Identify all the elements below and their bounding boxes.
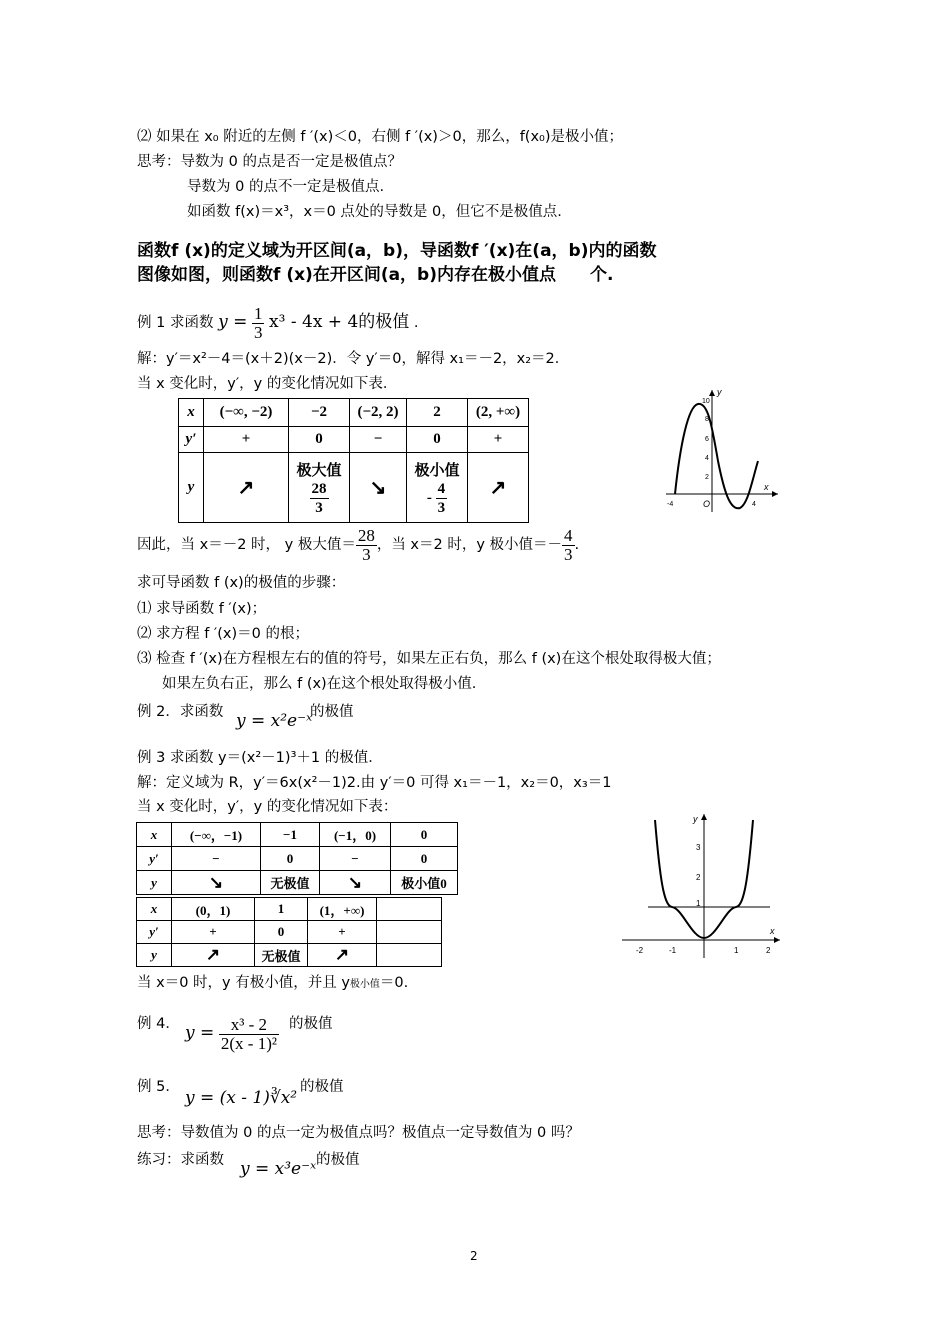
think-question: 思考：导数为 0 的点是否一定是极值点？ <box>137 154 402 170</box>
example-3-table-2 <box>136 897 442 967</box>
table-cell: x <box>179 399 204 427</box>
graph-tick: 10 <box>702 398 710 405</box>
subscript-min: 极小值 <box>349 979 380 990</box>
table-cell: x <box>137 898 172 921</box>
example-3-conclusion: 当 x＝0 时，y 有极小值，并且 y极小值＝0. <box>137 975 409 991</box>
example-3-table-1 <box>136 822 458 895</box>
think-answer-1: 导数为 0 的点不一定是极值点. <box>187 179 385 195</box>
bold-question-line1: 函数f (x)的定义域为开区间(a，b)，导函数f ′(x)在(a，b)内的函数 <box>137 241 657 261</box>
table-cell: (−∞，−1) <box>172 823 261 847</box>
example-2-tail: 的极值 <box>310 704 354 720</box>
example-1-fraction: $\frac{1}{3}$ <box>253 303 263 342</box>
condition-2-text: ⑵ 如果在 x₀ 附近的左侧 f ′(x)＜0，右侧 f ′(x)＞0，那么，f(x₀)是极小值； <box>137 129 624 145</box>
table-cell <box>377 921 442 944</box>
table-cell: − <box>350 427 407 453</box>
example-1-variation-table <box>178 398 529 523</box>
max-label: 极大值 <box>296 462 342 479</box>
graph-tick: -2 <box>636 946 644 955</box>
graph-tick: -4 <box>667 501 674 508</box>
table-cell <box>377 898 442 921</box>
example-1-label: 例 1 求函数 <box>137 315 214 331</box>
graph-y-label: y <box>693 814 698 824</box>
graph-tick: 1 <box>696 899 701 908</box>
table-cell: + <box>468 427 529 453</box>
example-1-formula-y: y = <box>218 312 248 332</box>
table-cell: 0 <box>255 921 308 944</box>
graph-origin-label: O <box>703 499 711 509</box>
practice-label: 练习：求函数 <box>137 1152 224 1168</box>
bold-question-line2: 图像如图，则函数f (x)在开区间(a，b)内存在极小值点 个. <box>137 265 614 285</box>
step-3a: ⑶ 检查 f ′(x)在方程根左右的值的符号，如果左正右负，那么 f (x)在这个根处取得极大值； <box>137 651 721 667</box>
example-5-tail: 的极值 <box>300 1079 344 1095</box>
graph-y-label: y <box>717 387 722 397</box>
example-2-formula: y = x²e⁻ˣ <box>236 711 313 731</box>
example-3-table-intro: 当 x 变化时，y′，y 的变化情况如下表： <box>137 799 398 815</box>
table-cell: + <box>204 427 289 453</box>
example-1-table-intro: 当 x 变化时，y′，y 的变化情况如下表． <box>137 376 398 392</box>
table-cell: y <box>137 944 172 967</box>
table-cell <box>377 944 442 967</box>
table-cell: −1 <box>261 823 320 847</box>
table-cell: (2, +∞) <box>468 399 529 427</box>
graph-tick: 3 <box>696 843 701 852</box>
table-cell: + <box>308 921 377 944</box>
table-cell: 0 <box>391 823 458 847</box>
step-2: ⑵ 求方程 f ′(x)＝0 的根； <box>137 626 309 642</box>
table-cell: 无极值 <box>255 944 308 967</box>
table-cell: − <box>172 847 261 871</box>
increasing-arrow-icon: ↗ <box>308 944 377 967</box>
example-3-graph <box>620 810 785 960</box>
max-value-cell: 极大值 $\frac{28}{3}$ <box>289 453 350 523</box>
decreasing-arrow-icon: ↘ <box>350 453 407 523</box>
table-cell: y′ <box>137 921 172 944</box>
decreasing-arrow-icon: ↘ <box>172 871 261 895</box>
step-3b: 如果左负右正，那么 f (x)在这个根处取得极小值. <box>162 676 477 692</box>
table-cell: (−1，0) <box>320 823 391 847</box>
table-cell: 0 <box>289 427 350 453</box>
table-cell: 极小值0 <box>391 871 458 895</box>
example-3-solution: 解：定义域为 R，y′＝6x(x²－1)2.由 y′＝0 可得 x₁＝－1，x₂＝0，x₃＝1 <box>137 775 612 791</box>
graph-tick: 6 <box>705 436 709 443</box>
graph-tick: 2 <box>705 474 709 481</box>
graph-tick: -1 <box>669 946 677 955</box>
steps-title: 求可导函数 f (x)的极值的步骤： <box>137 575 346 591</box>
table-cell: 2 <box>407 399 468 427</box>
table-cell: (1，+∞) <box>308 898 377 921</box>
graph-x-label: x <box>770 926 775 936</box>
decreasing-arrow-icon: ↘ <box>320 871 391 895</box>
table-cell: 无极值 <box>261 871 320 895</box>
graph-tick: 8 <box>705 416 709 423</box>
example-1-conclusion: 因此，当 x＝－2 时， y 极大值＝ $\frac{28}{3}$ ，当 x＝2 时，y 极小值＝－ $\frac{4}{3}$ . <box>137 525 580 564</box>
table-cell: y′ <box>137 847 172 871</box>
table-cell: 1 <box>255 898 308 921</box>
table-cell: y′ <box>179 427 204 453</box>
increasing-arrow-icon: ↗ <box>172 944 255 967</box>
graph-tick: 2 <box>696 873 701 882</box>
example-2-label: 例 2．求函数 <box>137 704 224 720</box>
table-cell: (−∞, −2) <box>204 399 289 427</box>
table-cell: 0 <box>407 427 468 453</box>
example-1-solution: 解：y′＝x²－4＝(x＋2)(x－2)．令 y′＝0，解得 x₁＝－2，x₂＝2． <box>137 351 570 367</box>
step-1: ⑴ 求导函数 f ′(x)； <box>137 601 267 617</box>
example-5-formula: y = (x - 1)∛x² <box>185 1088 298 1108</box>
example-1-graph <box>660 386 785 516</box>
table-cell: −2 <box>289 399 350 427</box>
example-1-statement: 例 1 求函数 y = $\frac{1}{3}$ x³ - 4x + 4的极值 . <box>137 303 419 342</box>
example-4-label: 例 4． <box>137 1016 180 1032</box>
example-5-label: 例 5． <box>137 1079 180 1095</box>
graph-tick: 4 <box>752 501 756 508</box>
min-sign: - <box>426 489 432 506</box>
practice-tail: 的极值 <box>316 1152 360 1168</box>
table-cell: x <box>137 823 172 847</box>
min-label: 极小值 <box>414 462 460 479</box>
table-cell: + <box>172 921 255 944</box>
table-cell: (−2, 2) <box>350 399 407 427</box>
example-1-formula-rest: x³ - 4x + 4的极值 <box>269 312 410 332</box>
table-cell: − <box>320 847 391 871</box>
graph-tick: 1 <box>734 946 739 955</box>
example-3-title: 例 3 求函数 y＝(x²－1)³＋1 的极值． <box>137 750 383 766</box>
table-cell: 0 <box>391 847 458 871</box>
increasing-arrow-icon: ↗ <box>204 453 289 523</box>
think-answer-2: 如函数 f(x)＝x³，x＝0 点处的导数是 0，但它不是极值点. <box>187 204 562 220</box>
graph-tick: 2 <box>766 946 771 955</box>
table-cell: (0，1) <box>172 898 255 921</box>
example-4-tail: 的极值 <box>289 1016 333 1032</box>
example-4-formula: y = $\frac{\text{x³ - 2}}{\text{2(x - 1)²}}$ <box>185 1014 277 1053</box>
page-number: 2 <box>470 1249 478 1263</box>
think-question-2: 思考：导数值为 0 的点一定为极值点吗？极值点一定导数值为 0 吗？ <box>137 1125 580 1141</box>
practice-formula: y = x³e⁻ˣ <box>240 1159 317 1179</box>
graph-x-label: x <box>764 482 769 492</box>
graph-tick: 4 <box>705 455 709 462</box>
table-cell: 0 <box>261 847 320 871</box>
table-cell: y <box>137 871 172 895</box>
min-value-cell: 极小值 - $\frac{4}{3}$ <box>407 453 468 523</box>
increasing-arrow-icon: ↗ <box>468 453 529 523</box>
table-cell: y <box>179 453 204 523</box>
